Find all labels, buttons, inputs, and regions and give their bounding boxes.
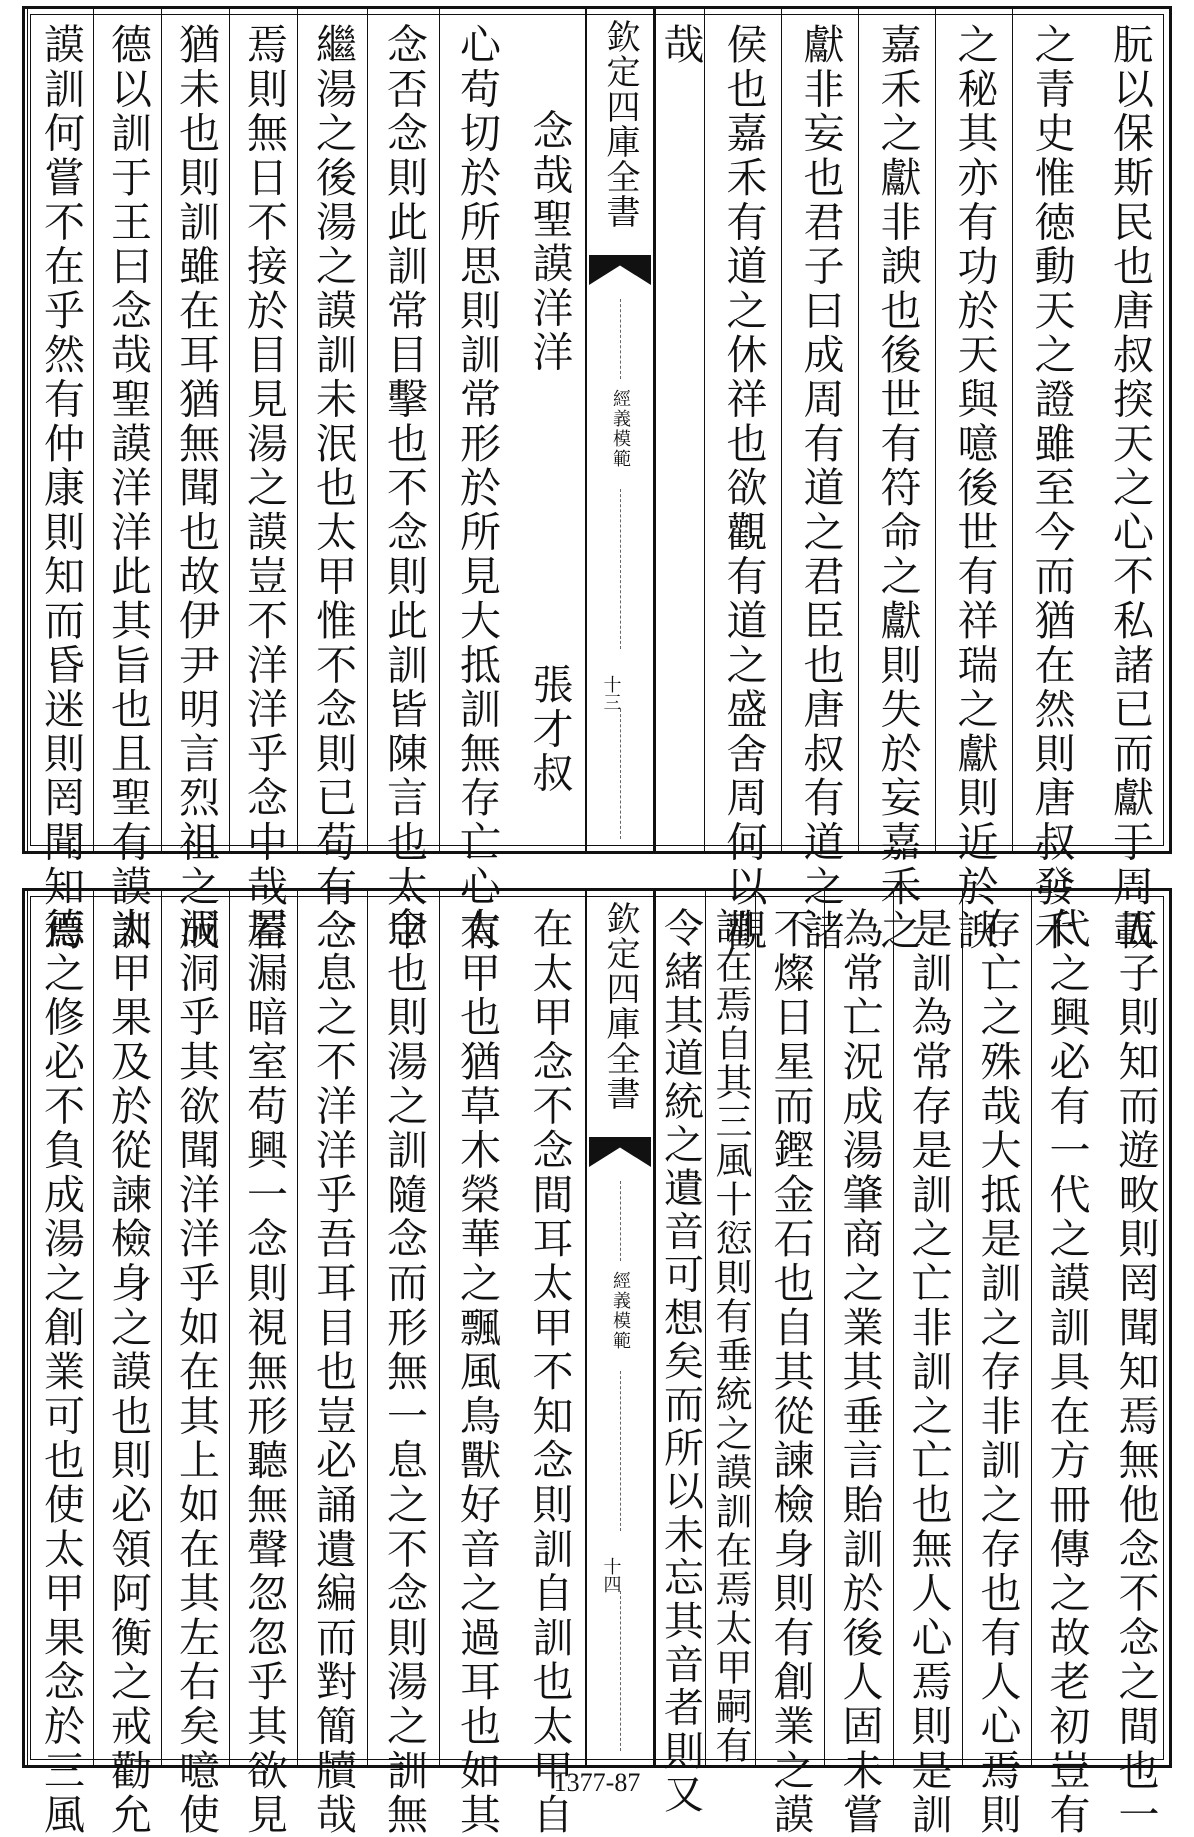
text-column (935, 9, 1012, 954)
column-text: 存亡之殊哉大抵是訓之存非訓之存也有人心焉則 (973, 907, 1022, 1837)
text-column (1100, 891, 1170, 1837)
text-column (229, 9, 297, 954)
column-text: 令緒其道統之遺音可想矣而所以未忘其音者則又 (657, 907, 704, 1817)
book-title: 欽定四庫全書 (600, 19, 640, 229)
column-text: 焉則無日不接於目見湯之謨豈不洋洋乎念中哉若 (240, 23, 288, 954)
text-column (1031, 891, 1100, 1837)
column-text: 獻非妄也君子曰成周有道之君臣也唐叔有道之諸 (796, 23, 845, 954)
column-text: 侯也嘉禾有道之休祥也欲觀有道之盛舍周何以觀 (719, 23, 768, 954)
column-text: 謨訓何嘗不在乎然有仲康則知而昏迷則罔聞知焉 (37, 23, 85, 954)
text-column (297, 891, 367, 1837)
column-text: 心苟切於所思則訓常形於所見大抵訓無存亡心有 (453, 23, 501, 954)
center-gutter (585, 891, 655, 1765)
text-column (27, 9, 93, 954)
text-column (893, 891, 962, 1837)
page-footer-number: 1377-87 (553, 1768, 641, 1797)
gutter-line (620, 299, 621, 379)
column-text: 朊以保斯民也唐叔揬天之心不私諸已而獻于周載 (1106, 23, 1154, 954)
essay-title: 念哉聖謨洋洋 (525, 109, 574, 375)
page-number: 十三 (603, 675, 622, 714)
text-column (93, 891, 161, 1837)
text-column (0, 9, 27, 851)
gutter-line (620, 1181, 621, 1261)
gutter-line (620, 1371, 621, 1531)
column-text: 嘉禾之獻非諛也後世有符命之獻則失於妄嘉禾之 (873, 23, 922, 954)
column-text: 之秘其亦有功於天與噫後世有祥瑞之獻則近於諛 (950, 23, 999, 954)
column-text: 屋漏暗室苟興一念則視無形聽無聲忽忽乎其欲見 (240, 907, 288, 1837)
text-column (858, 9, 935, 954)
text-column (755, 891, 824, 1837)
column-text: 不燦日星而鏗金石也自其從諫檢身則有創業之謨 (766, 907, 815, 1837)
text-column (161, 9, 229, 954)
text-column (439, 891, 513, 1837)
fishtail-mark (589, 1137, 651, 1167)
column-text: 猶未也則訓雖在耳猶無聞也故伊尹明言烈祖之成 (172, 23, 220, 954)
center-gutter (585, 9, 655, 851)
text-column (513, 891, 585, 1837)
text-column (367, 891, 439, 1837)
column-text: 五子則知而遊畋則罔聞知焉無他念不念之間也一 (1111, 907, 1160, 1837)
column-text: 繼湯之後湯之謨訓未泯也太甲惟不念則已苟有念 (309, 23, 357, 954)
heading-column (513, 9, 585, 851)
text-column (781, 9, 858, 954)
text-column (1089, 9, 1170, 954)
text-column (962, 891, 1031, 1837)
text-column (161, 891, 229, 1837)
text-column (27, 891, 93, 1837)
column-text: 是訓為常存是訓之亡非訓之亡也無人心焉則是訓 (904, 907, 953, 1837)
column-text: 念也則湯之訓隨念而形無一息之不念則湯之訓無 (380, 907, 428, 1837)
column-text: 為常亡況成湯肇商之業其垂言貽訓於後人固未嘗 (835, 907, 884, 1837)
upper-page (22, 6, 1172, 954)
book-title: 欽定四庫全書 (600, 901, 640, 1111)
text-column (824, 891, 893, 1837)
text-column (705, 891, 755, 1765)
page-number: 十四 (603, 1557, 622, 1596)
gutter-line (620, 709, 621, 839)
column-text: 洞洞乎其欲聞洋洋乎如在其上如在其左右矣噫使 (172, 907, 220, 1837)
column-text: 一息之不洋洋乎吾耳目也豈必誦遺編而對簡牘哉 (309, 907, 357, 1837)
column-text: 哉 (656, 23, 705, 68)
column-text: 德以訓于王曰念哉聖謨洋洋此其旨也且聖有謨訓 (104, 23, 152, 954)
column-text: 德之修必不負成湯之創業可也使太甲果念於三風 (37, 907, 85, 1837)
section-title: 經義模範 (610, 1271, 631, 1351)
fishtail-mark (589, 255, 651, 285)
text-column (297, 9, 367, 954)
column-text: 訓在焉自其三風十愆則有垂統之謨訓在焉太甲嗣有 (709, 907, 752, 1765)
column-text: 代之興必有一代之謨訓具在方冊傳之故老初豈有 (1042, 907, 1091, 1837)
text-column (229, 891, 297, 1837)
text-column (367, 9, 439, 954)
section-title: 經義模範 (610, 389, 631, 469)
text-column (93, 9, 161, 954)
text-column (439, 9, 513, 954)
text-column (1012, 9, 1089, 954)
column-text: 在太甲念不念間耳太甲不知念則訓自訓也太甲自 (525, 907, 574, 1837)
gutter-line (620, 1591, 621, 1751)
column-text: 太甲果及於從諫檢身之謨也則必領阿衡之戒勸允 (104, 907, 152, 1837)
author-name: 張才叔 (525, 663, 574, 796)
text-column (655, 891, 705, 1817)
text-column (704, 9, 781, 954)
column-text: 太甲也猶草木榮華之飄風鳥獸好音之過耳也如其 (453, 907, 501, 1837)
column-text: 之青史惟徳動天之證雖至今而猶在然則唐叔發禾 (1027, 23, 1076, 954)
gutter-line (620, 489, 621, 649)
text-column (655, 9, 704, 851)
column-text: 念否念則此訓常目擊也不念則此訓皆陳言也太甲 (380, 23, 428, 954)
